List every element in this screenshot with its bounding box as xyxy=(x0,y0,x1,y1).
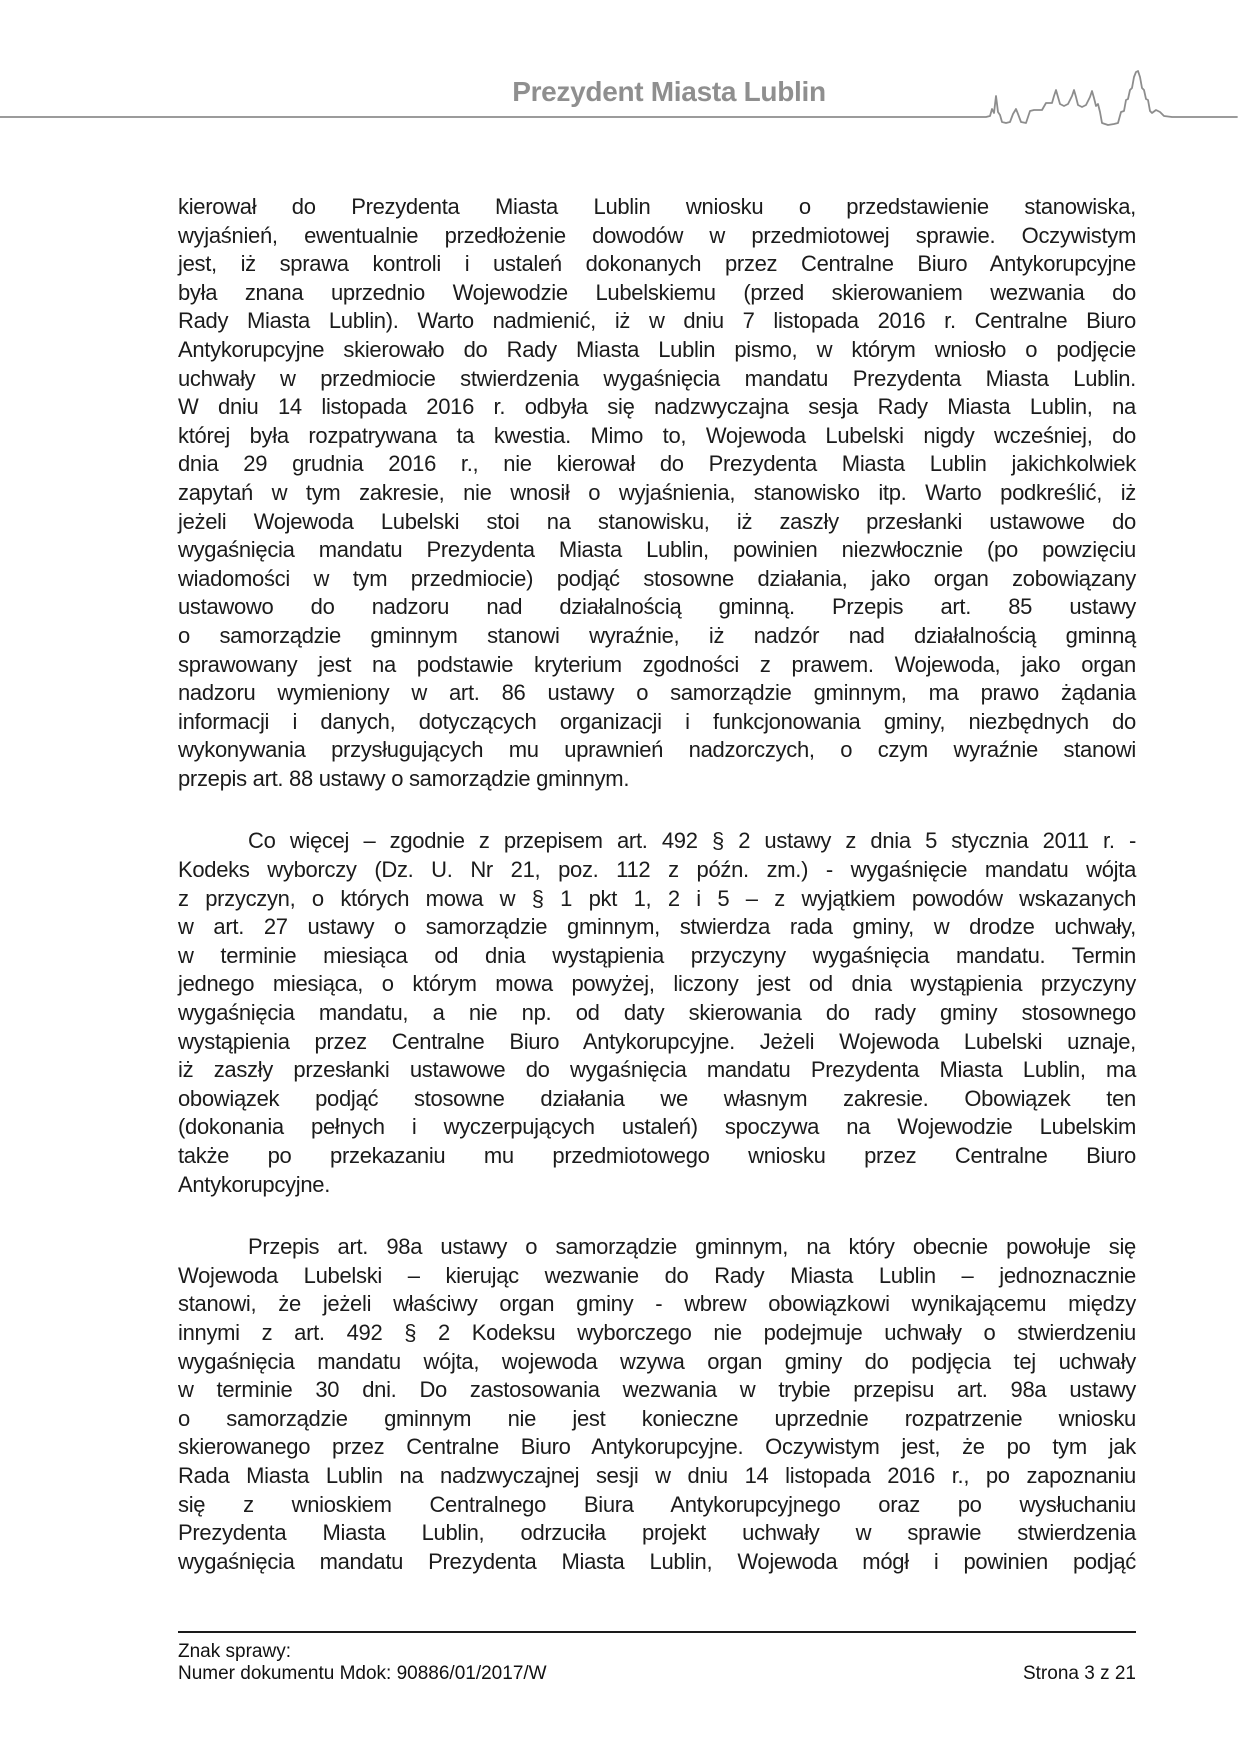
footer xyxy=(178,1631,1136,1684)
case-number-label: Znak sprawy: xyxy=(178,1641,291,1662)
text-line: Co więcej – zgodnie z przepisem art. 492 § 2 ustawy z dnia 5 stycznia 2011 r. - xyxy=(248,828,1136,854)
paragraph xyxy=(178,827,1136,1199)
text-line: w terminie 30 dni. Do zastosowania wezwania w trybie przepisu art. 98a ustawy xyxy=(178,1377,1136,1403)
text-line: była znana uprzednio Wojewodzie Lubelskiemu (przed skierowaniem wezwania do xyxy=(178,279,1136,305)
text-line: Antykorupcyjne skierowało do Rady Miasta Lublin pismo, w którym wniosło o podjęcie xyxy=(178,336,1136,362)
text-line: z przyczyn, o których mowa w § 1 pkt 1, 2 i 5 – z wyjątkiem powodów wskazanych xyxy=(178,885,1136,911)
text-line: się z wnioskiem Centralnego Biura Antykorupcyjnego oraz po wysłuchaniu xyxy=(178,1491,1136,1517)
text-line: Prezydenta Miasta Lublin, odrzuciła projekt uchwały w sprawie stwierdzenia xyxy=(178,1520,1136,1546)
text-line: nadzoru wymieniony w art. 86 ustawy o samorządzie gminnym, ma prawo żądania xyxy=(178,680,1136,706)
paragraph xyxy=(178,1233,1136,1576)
text-line: iż zaszły przesłanki ustawowe do wygaśnięcia mandatu Prezydenta Miasta Lublin, ma xyxy=(178,1057,1136,1083)
text-line: Przepis art. 98a ustawy o samorządzie gminnym, na który obecnie powołuje się xyxy=(248,1234,1136,1260)
text-line: także po przekazaniu mu przedmiotowego wniosku przez Centralne Biuro xyxy=(178,1143,1136,1168)
text-line: innymi z art. 492 § 2 Kodeksu wyborczego nie podejmuje uchwały o stwierdzeniu xyxy=(178,1319,1136,1345)
page-title: Prezydent Miasta Lublin xyxy=(512,76,826,107)
text-line: której była rozpatrywana ta kwestia. Mimo to, Wojewoda Lubelski nigdy wcześniej, do xyxy=(178,422,1136,448)
text-line: Kodeks wyborczy (Dz. U. Nr 21, poz. 112 z późn. zm.) - wygaśnięcie mandatu wójta xyxy=(178,857,1136,883)
text-line: jest, iż sprawa kontroli i ustaleń dokonanych przez Centralne Biuro Antykorupcyjne xyxy=(178,251,1136,277)
text-line: Rada Miasta Lublin na nadzwyczajnej sesji w dniu 14 listopada 2016 r., po zapoznaniu xyxy=(178,1462,1136,1488)
text-line: stanowi, że jeżeli właściwy organ gminy - wbrew obowiązkowi wynikającemu między xyxy=(178,1291,1136,1317)
text-line: o samorządzie gminnym nie jest konieczne uprzednie rozpatrzenie wniosku xyxy=(178,1405,1136,1431)
text-line: obowiązek podjąć stosowne działania we własnym zakresie. Obowiązek ten xyxy=(178,1085,1136,1111)
text-line: wygaśnięcia mandatu, a nie np. od daty skierowania do rady gminy stosownego xyxy=(178,1000,1136,1026)
page-number: Strona 3 z 21 xyxy=(1022,1662,1136,1684)
text-line: uchwały w przedmiocie stwierdzenia wygaśnięcia mandatu Prezydenta Miasta Lublin. xyxy=(178,365,1136,391)
lublin-skyline-graphic xyxy=(0,0,1240,140)
text-line: o samorządzie gminnym stanowi wyraźnie, iż nadzór nad działalnością gminną xyxy=(178,622,1136,648)
text-line: wyjaśnień, ewentualnie przedłożenie dowodów w przedmiotowej sprawie. Oczywistym xyxy=(178,222,1136,248)
text-line: jednego miesiąca, o którym mowa powyżej, liczony jest od dnia wystąpienia przyczyny xyxy=(178,971,1136,997)
body-text xyxy=(178,193,1136,1576)
text-line: wygaśnięcia mandatu Prezydenta Miasta Lublin, Wojewoda mógł i powinien podjąć xyxy=(178,1548,1136,1574)
text-line: wygaśnięcia mandatu wójta, wojewoda wzywa organ gminy do podjęcia tej uchwały xyxy=(178,1348,1136,1374)
text-line: w terminie miesiąca od dnia wystąpienia przyczyny wygaśnięcia mandatu. Termin xyxy=(178,942,1136,968)
text-line: informacji i danych, dotyczących organizacji i funkcjonowania gminy, niezbędnych do xyxy=(178,708,1136,734)
text-line: wygaśnięcia mandatu Prezydenta Miasta Lublin, powinien niezwłocznie (po powzięciu xyxy=(178,537,1136,563)
text-line: jeżeli Wojewoda Lubelski stoi na stanowisku, iż zaszły przesłanki ustawowe do xyxy=(178,508,1136,534)
text-line: wiadomości w tym przedmiocie) podjąć stosowne działania, jako organ zobowiązany xyxy=(178,565,1136,591)
text-line: wystąpienia przez Centralne Biuro Antykorupcyjne. Jeżeli Wojewoda Lubelski uznaje, xyxy=(178,1028,1136,1054)
document-number: Numer dokumentu Mdok: 90886/01/2017/W xyxy=(178,1662,547,1684)
text-line: Antykorupcyjne. xyxy=(178,1171,331,1197)
text-line: wykonywania przysługujących mu uprawnień nadzorczych, o czym wyraźnie stanowi xyxy=(178,737,1136,763)
text-line: skierowanego przez Centralne Biuro Antykorupcyjne. Oczywistym jest, że po tym jak xyxy=(178,1434,1136,1460)
text-line: kierował do Prezydenta Miasta Lublin wniosku o przedstawienie stanowiska, xyxy=(178,194,1136,219)
text-line: zapytań w tym zakresie, nie wnosił o wyjaśnienia, stanowisko itp. Warto podkreślić, iż xyxy=(178,479,1136,505)
text-line: sprawowany jest na podstawie kryterium zgodności z prawem. Wojewoda, jako organ xyxy=(178,651,1136,677)
text-line: ustawowo do nadzoru nad działalnością gminną. Przepis art. 85 ustawy xyxy=(178,594,1136,620)
text-line: Rady Miasta Lublin). Warto nadmienić, iż w dniu 7 listopada 2016 r. Centralne Biuro xyxy=(178,308,1136,334)
paragraph xyxy=(178,193,1136,793)
text-line: w art. 27 ustawy o samorządzie gminnym, stwierdza rada gminy, w drodze uchwały, xyxy=(178,914,1136,940)
text-line: przepis art. 88 ustawy o samorządzie gminnym. xyxy=(178,765,630,791)
text-line: dnia 29 grudnia 2016 r., nie kierował do Prezydenta Miasta Lublin jakichkolwiek xyxy=(178,451,1136,477)
text-line: (dokonania pełnych i wyczerpujących ustaleń) spoczywa na Wojewodzie Lubelskim xyxy=(178,1114,1136,1140)
text-line: Wojewoda Lubelski – kierując wezwanie do Rady Miasta Lublin – jednoznacznie xyxy=(178,1262,1136,1288)
text-line: W dniu 14 listopada 2016 r. odbyła się nadzwyczajna sesja Rady Miasta Lublin, na xyxy=(178,394,1136,420)
